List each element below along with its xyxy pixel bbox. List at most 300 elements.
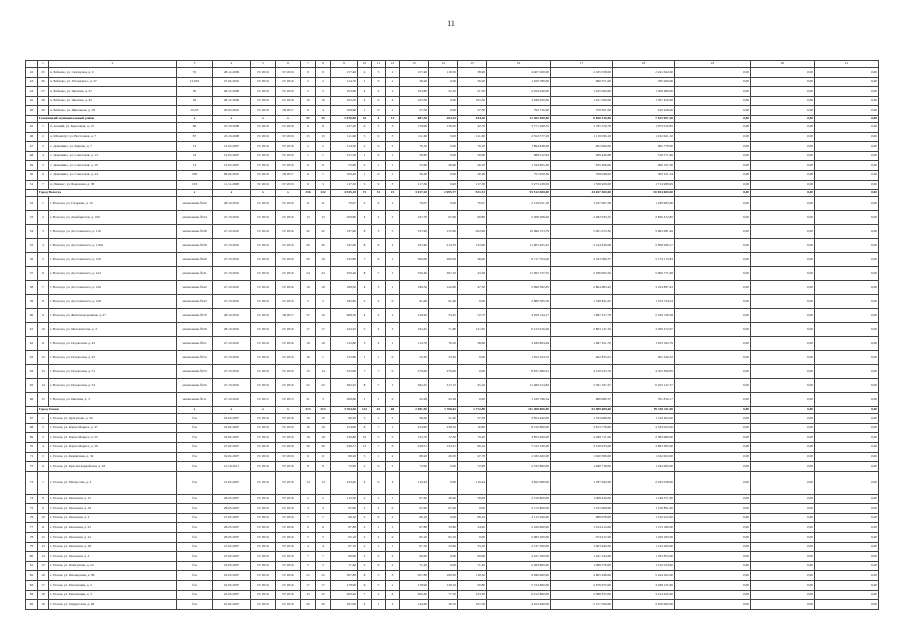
row-local-number: 5 xyxy=(38,161,49,171)
cell-c19: 0,00 xyxy=(675,542,751,552)
row-local-number: 14 xyxy=(38,552,49,562)
cell-c11: 6 xyxy=(372,239,386,253)
cell-c4: 22.03.2007 xyxy=(213,590,251,600)
cell-c9: 151,50 xyxy=(331,151,358,161)
cell-c3: 16 xyxy=(177,151,213,161)
section-total-c5: х xyxy=(251,115,276,122)
cell-c17: 1 425 560,00 xyxy=(551,87,613,97)
cell-c19: 0,00 xyxy=(675,462,751,472)
cell-c11: 1 xyxy=(372,452,386,462)
cell-c17: 1 558 260,00 xyxy=(551,180,613,190)
cell-c10: 5 xyxy=(358,323,372,337)
section-title: Город Глазов xyxy=(38,407,177,414)
cell-c7: 2 xyxy=(301,142,316,152)
cell-c3: заключение №51 xyxy=(177,337,213,351)
column-number: 6 xyxy=(276,61,301,68)
cell-c20: 0,00 xyxy=(751,197,815,211)
cell-c18: 1 162 002,00 xyxy=(613,452,675,462)
cell-c5: IV 2016 xyxy=(251,281,276,295)
cell-c5: IV 2016 xyxy=(251,533,276,543)
row-local-number: 6 xyxy=(38,462,49,472)
house-address: г. Глазов, ул. Удмуртская, д. 48 xyxy=(49,600,177,610)
table-row xyxy=(26,571,879,581)
cell-c8: 5 xyxy=(316,295,331,309)
cell-c6: IV 2016 xyxy=(276,533,301,543)
section-total-row xyxy=(26,115,879,122)
table-row xyxy=(26,106,879,116)
cell-c17: 2 676 675,00 xyxy=(551,581,613,591)
cell-c16: 2 332 800,00 xyxy=(487,462,551,472)
cell-c6: IV 2016 xyxy=(276,571,301,581)
cell-c20: 0,00 xyxy=(751,96,815,106)
table-row xyxy=(26,122,879,132)
column-number: 4 xyxy=(213,61,251,68)
cell-c13: 27,50 xyxy=(400,106,429,116)
table-row xyxy=(26,494,879,504)
cell-c21: 0,00 xyxy=(815,513,879,523)
house-address: г. Глазов, ул. Окольная, д. 22 xyxy=(49,533,177,543)
cell-c13: 99,20 xyxy=(400,414,429,424)
cell-c15: 96,24 xyxy=(458,442,487,452)
cell-c18: 3 193 897,43 xyxy=(613,281,675,295)
cell-c3: б/н xyxy=(177,471,213,494)
cell-c18: 1 185 855,00 xyxy=(613,552,675,562)
cell-c20: 0,00 xyxy=(751,323,815,337)
column-number: 5 xyxy=(251,61,276,68)
cell-c12: 1 xyxy=(386,151,400,161)
cell-c11: 5 xyxy=(372,581,386,591)
section-total-c6: х xyxy=(276,407,301,414)
house-address: г. Глазов, ул. Окольная, д. 3 xyxy=(49,552,177,562)
cell-c5: IV 2016 xyxy=(251,161,276,171)
row-local-number: 13 xyxy=(38,365,49,379)
cell-c17: 378 301,00 xyxy=(551,106,613,116)
cell-c7: 5 xyxy=(301,295,316,309)
cell-c21: 0,00 xyxy=(815,462,879,472)
cell-c16: 6 412 800,00 xyxy=(487,590,551,600)
cell-c3: заключение №52 xyxy=(177,351,213,365)
cell-c5: IV 2016 xyxy=(251,494,276,504)
cell-c15: 0,00 xyxy=(458,533,487,543)
cell-c12: 1 xyxy=(386,423,400,433)
cell-c5: IV 2016 xyxy=(251,542,276,552)
cell-c16: 986 012,94 xyxy=(487,151,551,161)
cell-c19: 0,00 xyxy=(675,267,751,281)
cell-c8: 4 xyxy=(316,504,331,514)
cell-c10: 1 xyxy=(358,106,372,116)
cell-c7: 20 xyxy=(301,600,316,610)
cell-c8: 2 xyxy=(316,77,331,87)
cell-c12: 5 xyxy=(386,433,400,443)
cell-c4: 09.04.2010 xyxy=(213,170,251,180)
cell-c19: 0,00 xyxy=(675,571,751,581)
house-address: г. Глазов, ул. Кирпичная, д. 34 xyxy=(49,452,177,462)
cell-c5: IV 2016 xyxy=(251,323,276,337)
row-global-number: 71 xyxy=(26,452,38,462)
cell-c20: 0,00 xyxy=(751,351,815,365)
row-local-number: 1 xyxy=(38,122,49,132)
cell-c9: 307,80 xyxy=(331,571,358,581)
cell-c4: 19.02.2007 xyxy=(213,452,251,462)
cell-c13: 254,90 xyxy=(400,423,429,433)
cell-c6: IV 2016 xyxy=(276,423,301,433)
cell-c9: 112,50 xyxy=(331,494,358,504)
cell-c5: IV 2016 xyxy=(251,132,276,142)
cell-c5: IV 2016 xyxy=(251,68,276,78)
cell-c15: 45,10 xyxy=(458,379,487,393)
cell-c4: 19.03.2007 xyxy=(213,581,251,591)
table-row xyxy=(26,253,879,267)
cell-c18: 1 933 192,79 xyxy=(613,337,675,351)
section-total-row xyxy=(26,190,879,197)
cell-c16: 3 771 290,55 xyxy=(487,122,551,132)
cell-c5: IV 2016 xyxy=(251,77,276,87)
cell-c10: 8 xyxy=(358,267,372,281)
cell-c15: 27,50 xyxy=(458,106,487,116)
cell-c19: 0,00 xyxy=(675,414,751,424)
cell-c9: 68,20 xyxy=(331,452,358,462)
cell-c17: 668 980,37 xyxy=(551,393,613,407)
section-total-c7: 47 xyxy=(301,115,316,122)
cell-c14: 91,00 xyxy=(429,295,458,309)
cell-c12: 1 xyxy=(386,253,400,267)
cell-c16: 751 959,36 xyxy=(487,170,551,180)
cell-c20: 0,00 xyxy=(751,471,815,494)
cell-c9: 222,25 xyxy=(331,323,358,337)
cell-c14: 28,40 xyxy=(429,494,458,504)
cell-c12: 2 xyxy=(386,462,400,472)
cell-c16: 1 430 796,54 xyxy=(487,393,551,407)
cell-c8: 17 xyxy=(316,323,331,337)
cell-c9: 100,40 xyxy=(331,170,358,180)
cell-c20: 0,00 xyxy=(751,253,815,267)
section-total-c8: 35 xyxy=(316,115,331,122)
cell-c3: б/н xyxy=(177,423,213,433)
cell-c8: 19 xyxy=(316,281,331,295)
cell-c20: 0,00 xyxy=(751,423,815,433)
cell-c7: 10 xyxy=(301,414,316,424)
column-number: 2 xyxy=(49,61,177,68)
cell-c19: 0,00 xyxy=(675,581,751,591)
cell-c5: IV 2016 xyxy=(251,106,276,116)
cell-c18: 1 714 968,65 xyxy=(613,180,675,190)
cell-c11: 2 xyxy=(372,337,386,351)
cell-c12: 0 xyxy=(386,351,400,365)
cell-c20: 0,00 xyxy=(751,151,815,161)
cell-c4: 23.10.2008 xyxy=(213,122,251,132)
cell-c11: 2 xyxy=(372,590,386,600)
table-row xyxy=(26,442,879,452)
cell-c12: 0 xyxy=(386,365,400,379)
cell-c15: 72,75 xyxy=(458,309,487,323)
cell-c11: 7 xyxy=(372,365,386,379)
table-row xyxy=(26,337,879,351)
cell-c11: 3 xyxy=(372,281,386,295)
cell-c17: 2 804 685,42 xyxy=(551,281,613,295)
cell-c17: 1 020 398,00 xyxy=(551,452,613,462)
house-address: г. Вологда, ул. Достоевского, д. 118 xyxy=(49,225,177,239)
house-address: г. Вологда, ул. Достоевского, д. 122 xyxy=(49,267,177,281)
cell-c21: 0,00 xyxy=(815,87,879,97)
section-total-c14: 2 095,77 xyxy=(429,190,458,197)
cell-c14: 0,00 xyxy=(429,462,458,472)
cell-c13: 39,60 xyxy=(400,151,429,161)
cell-c3: б/н xyxy=(177,442,213,452)
cell-c5: IV 2016 xyxy=(251,122,276,132)
row-local-number: 7 xyxy=(38,281,49,295)
cell-c9: 223,40 xyxy=(331,471,358,494)
cell-c15: 50,80 xyxy=(458,581,487,591)
cell-c8: 25 xyxy=(316,571,331,581)
cell-c11: 5 xyxy=(372,571,386,581)
cell-c10: 1 xyxy=(358,151,372,161)
cell-c11: 0 xyxy=(372,462,386,472)
cell-c8: 20 xyxy=(316,600,331,610)
cell-c20: 0,00 xyxy=(751,581,815,591)
cell-c14: 72,30 xyxy=(429,433,458,443)
table-row xyxy=(26,180,879,190)
cell-c12: 4 xyxy=(386,96,400,106)
section-total-c9: 1 076,00 xyxy=(331,115,358,122)
cell-c3: заключение №45 xyxy=(177,379,213,393)
cell-c12: 2 xyxy=(386,452,400,462)
cell-c16: 4 407 200,00 xyxy=(487,68,551,78)
cell-c15: 39,20 xyxy=(458,77,487,87)
column-number: 7 xyxy=(301,61,316,68)
cell-c5: IV 2016 xyxy=(251,462,276,472)
cell-c10: 3 xyxy=(358,132,372,142)
house-address: г. Вологда, ул. Подлесная, д. 45 xyxy=(49,337,177,351)
cell-c6: IV 2016 xyxy=(276,151,301,161)
cell-c16: 4 058 144,17 xyxy=(487,309,551,323)
row-local-number: 14 xyxy=(38,379,49,393)
cell-c14: 71,80 xyxy=(429,323,458,337)
cell-c7: 16 xyxy=(301,351,316,365)
section-total-c21: 0,00 xyxy=(815,407,879,414)
cell-c6: III 2017 xyxy=(276,170,301,180)
cell-c5: IV 2016 xyxy=(251,561,276,571)
cell-c11: 1 xyxy=(372,600,386,610)
cell-c3: б/н xyxy=(177,581,213,591)
row-global-number: 82 xyxy=(26,571,38,581)
cell-c19: 0,00 xyxy=(675,494,751,504)
cell-c6: III 2017 xyxy=(276,309,301,323)
row-local-number: 6 xyxy=(38,170,49,180)
cell-c10: 2 xyxy=(358,295,372,309)
row-global-number: 58 xyxy=(26,281,38,295)
section-total-c14: 1 708,62 xyxy=(429,407,458,414)
row-global-number: 59 xyxy=(26,295,38,309)
cell-c15: 47,70 xyxy=(458,452,487,462)
cell-c17: 5 186 965,56 xyxy=(551,267,613,281)
cell-c6: IV 2016 xyxy=(276,122,301,132)
cell-c8: 16 xyxy=(316,337,331,351)
section-total-c4: х xyxy=(213,407,251,414)
cell-c14: 0,00 xyxy=(429,170,458,180)
section-total-c16: 111 408 000,00 xyxy=(487,407,551,414)
house-address: г. Глазов, ул. Окольная, д. 25 xyxy=(49,523,177,533)
cell-c16: 3 822 080,00 xyxy=(487,471,551,494)
cell-c20: 0,00 xyxy=(751,600,815,610)
cell-c18: 516 571,96 xyxy=(613,151,675,161)
table-row xyxy=(26,351,879,365)
cell-c8: 19 xyxy=(316,253,331,267)
cell-c9: 67,90 xyxy=(331,504,358,514)
cell-c9: 108,60 xyxy=(331,106,358,116)
cell-c15: 123,30 xyxy=(458,590,487,600)
cell-c11: 0 xyxy=(372,132,386,142)
section-total-c10: 72 xyxy=(358,190,372,197)
cell-c14: 20,50 xyxy=(429,452,458,462)
cell-c21: 0,00 xyxy=(815,337,879,351)
cell-c7: 2 xyxy=(301,77,316,87)
cell-c10: 1 xyxy=(358,393,372,407)
section-total-c11: 62 xyxy=(372,407,386,414)
cell-c21: 0,00 xyxy=(815,351,879,365)
cell-c21: 0,00 xyxy=(815,142,879,152)
cell-c21: 0,00 xyxy=(815,197,879,211)
cell-c8: 6 xyxy=(316,523,331,533)
row-local-number: 10 xyxy=(38,513,49,523)
cell-c20: 0,00 xyxy=(751,552,815,562)
cell-c13: 152,70 xyxy=(400,433,429,443)
table-row xyxy=(26,295,879,309)
cell-c18: 1 975 910,85 xyxy=(613,122,675,132)
cell-c14: 317,15 xyxy=(429,379,458,393)
cell-c3: заключение №70 xyxy=(177,309,213,323)
cell-c13: 65,10 xyxy=(400,533,429,543)
row-global-number: 45 xyxy=(26,96,38,106)
cell-c3: б/н xyxy=(177,590,213,600)
section-total-c11: 4 xyxy=(372,115,386,122)
cell-c13: 72,90 xyxy=(400,462,429,472)
cell-c18: 5 695 081,49 xyxy=(613,225,675,239)
cell-c18: 760 209,00 xyxy=(613,77,675,87)
cell-c21: 0,00 xyxy=(815,552,879,562)
section-total-c20: 0,00 xyxy=(751,115,815,122)
cell-c17: 1 014 414,00 xyxy=(551,523,613,533)
house-address: г. Глазов, ул. Матросова, д. 4 xyxy=(49,471,177,494)
table-row xyxy=(26,170,879,180)
cell-c14: 67,90 xyxy=(429,211,458,225)
row-local-number: 7 xyxy=(38,180,49,190)
house-address: г. Вологда, ул. Достоевского, д. 120 xyxy=(49,253,177,267)
cell-c9: 178,90 xyxy=(331,581,358,591)
section-total-c15: 921,53 xyxy=(458,190,487,197)
cell-c5: IV 2016 xyxy=(251,513,276,523)
cell-c4: 27.10.2010 xyxy=(213,379,251,393)
table-row xyxy=(26,323,879,337)
cell-c6: IV 2016 xyxy=(276,161,301,171)
cell-c21: 0,00 xyxy=(815,523,879,533)
row-local-number: 26 xyxy=(38,77,49,87)
cell-c7: 13 xyxy=(301,211,316,225)
cell-c13: 67,90 xyxy=(400,504,429,514)
cell-c8: 14 xyxy=(316,365,331,379)
section-total-c14: 263,35 xyxy=(429,115,458,122)
cell-c12: 3 xyxy=(386,600,400,610)
cell-c3: б/н xyxy=(177,452,213,462)
cell-c16: 11 093 737,55 xyxy=(487,267,551,281)
section-total-c7: 313 xyxy=(301,407,316,414)
cell-c19: 0,00 xyxy=(675,197,751,211)
cell-c6: IV 2016 xyxy=(276,504,301,514)
cell-c4: 27.10.2010 xyxy=(213,351,251,365)
cell-c11: 3 xyxy=(372,122,386,132)
cell-c7: 37 xyxy=(301,309,316,323)
cell-c6: IV 2016 xyxy=(276,513,301,523)
cell-c19: 0,00 xyxy=(675,96,751,106)
row-local-number: 11 xyxy=(38,337,49,351)
house-address: г. Глазов, ул. Карла Маркса, д. 55 xyxy=(49,433,177,443)
cell-c15: 76,10 xyxy=(458,142,487,152)
cell-c15: 132,90 xyxy=(458,239,487,253)
cell-c16: 2 156 800,00 xyxy=(487,494,551,504)
cell-c14: 33,30 xyxy=(429,351,458,365)
row-global-number: 69 xyxy=(26,433,38,443)
house-address: с. Доманино, ул. Советская, д. 19 xyxy=(49,161,177,171)
cell-c14: 33,80 xyxy=(429,523,458,533)
cell-c7: 5 xyxy=(301,87,316,97)
row-local-number: 1 xyxy=(38,197,49,211)
cell-c9: 362,25 xyxy=(331,379,358,393)
cell-c5: IV 2016 xyxy=(251,87,276,97)
cell-c12: 1 xyxy=(386,337,400,351)
cell-c19: 0,00 xyxy=(675,170,751,180)
row-global-number: 53 xyxy=(26,211,38,225)
cell-c16: 3 630 804,49 xyxy=(487,337,551,351)
cell-c5: IV 2016 xyxy=(251,253,276,267)
cell-c4: 27.02.2007 xyxy=(213,442,251,452)
cell-c7: 22 xyxy=(301,379,316,393)
cell-c7: 6 xyxy=(301,170,316,180)
cell-c17: 2 269 711,00 xyxy=(551,433,613,443)
cell-c15: 38,90 xyxy=(458,68,487,78)
cell-c12: 2 xyxy=(386,513,400,523)
cell-c13: 103,60 xyxy=(400,87,429,97)
cell-c21: 0,00 xyxy=(815,170,879,180)
cell-c3: б/н xyxy=(177,533,213,543)
cell-c17: 2 863 147,19 xyxy=(551,323,613,337)
section-total-c13: 687,30 xyxy=(400,115,429,122)
cell-c21: 0,00 xyxy=(815,533,879,543)
cell-c3: 258 xyxy=(177,170,213,180)
table-row xyxy=(26,197,879,211)
cell-c20: 0,00 xyxy=(751,337,815,351)
cell-c20: 0,00 xyxy=(751,494,815,504)
cell-c13: 178,90 xyxy=(400,122,429,132)
row-local-number: 16 xyxy=(38,571,49,581)
cell-c16: 1 054 104,55 xyxy=(487,351,551,365)
cell-c6: IV 2016 xyxy=(276,552,301,562)
table-row xyxy=(26,600,879,610)
row-global-number: 80 xyxy=(26,552,38,562)
cell-c18: 5 858 569,17 xyxy=(613,239,675,253)
cell-c10: 3 xyxy=(358,180,372,190)
cell-c15: 119,44 xyxy=(458,471,487,494)
cell-c9: 347,60 xyxy=(331,239,358,253)
cell-c20: 0,00 xyxy=(751,87,815,97)
cell-c6: IV 2016 xyxy=(276,337,301,351)
row-local-number: 7 xyxy=(38,471,49,494)
resettlement-table-sheet xyxy=(25,60,878,610)
cell-c8: 7 xyxy=(316,513,331,523)
cell-c5: IV 2016 xyxy=(251,414,276,424)
cell-c12: 2 xyxy=(386,561,400,571)
cell-c19: 0,00 xyxy=(675,590,751,600)
cell-c4: 27.10.2010 xyxy=(213,239,251,253)
cell-c15: 66,10 xyxy=(458,513,487,523)
